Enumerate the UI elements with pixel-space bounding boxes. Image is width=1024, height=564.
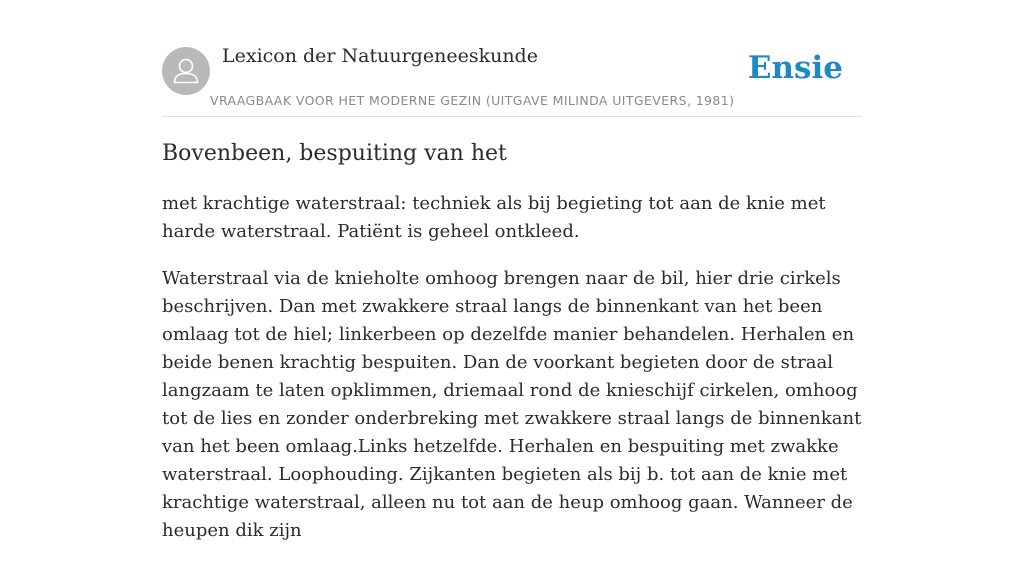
brand-logo[interactable]: Ensie xyxy=(747,50,843,86)
entry-content xyxy=(162,138,862,564)
user-icon xyxy=(162,47,210,95)
header xyxy=(162,0,862,117)
entry-paragraph: met krachtige waterstraal: techniek als bij begieting tot aan de knie met harde waterstraal. Patiënt is geheel ontkleed. xyxy=(162,193,826,242)
lexicon-subtitle: VRAAGBAAK VOOR HET MODERNE GEZIN (UITGAVE MILINDA UITGEVERS, 1981) xyxy=(210,93,735,108)
lexicon-title-link[interactable]: Lexicon der Natuurgeneeskunde xyxy=(222,45,538,67)
entry-title: Bovenbeen, bespuiting van het xyxy=(162,141,507,166)
entry-paragraph: Waterstraal via de knieholte omhoog brengen naar de bil, hier drie cirkels beschrijven. Dan met zwakkere straal langs de binnenkant van het been omlaag tot de hiel; linkerbeen op dezelfde manier behandelen. Herhalen en beide benen krachtig bespuiten. Dan de voorkant begieten door de straal langzaam te laten opklimmen, driemaal rond de knieschijf cirkelen, omhoog tot de lies en zonder onderbreking met zwakkere straal langs de binnenkant van het been omlaag.Links hetzelfde. Herhalen en bespuiting met zwakke waterstraal. Loophouding. Zijkanten begieten als bij b. tot aan de knie met krachtige waterstraal, alleen nu tot aan de heup omhoog gaan. Wanneer de heupen dik zijn xyxy=(162,268,862,541)
avatar[interactable] xyxy=(162,47,210,95)
